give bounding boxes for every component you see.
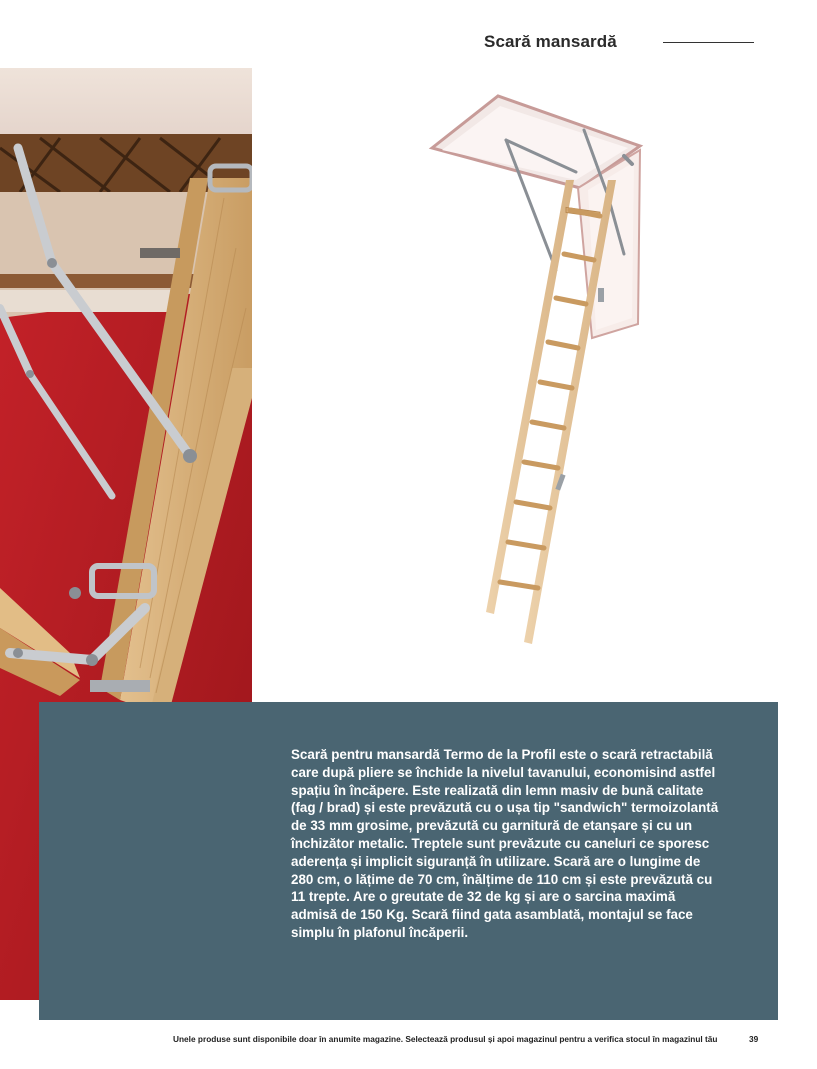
footer-availability-note: Unele produse sunt disponibile doar în anumite magazine. Selectează produsul și apoi magazinul pentru a verifica stocul în magazinul tău bbox=[173, 1034, 718, 1044]
page-title: Scară mansardă bbox=[484, 32, 617, 51]
header-divider bbox=[663, 42, 754, 43]
page-number: 39 bbox=[749, 1034, 759, 1044]
product-description: Scară pentru mansardă Termo de la Profil este o scară retractabilă care după pliere se închide la nivelul tavanului, economisind astfel spațiu în încăpere. Este realizată din lemn masiv de bună calitate (fag / brad) și este prevăzută cu o ușa tip "sandwich" termoizolantă de 33 mm grosime, prevăzută cu garnitură de etanșare și cu un închizător metalic. Treptele sunt prevăzute cu caneluri ce sporesc aderența și implicit siguranță în utilizare. Scară are o lungime de 280 cm, o lățime de 70 cm, înălțime de 110 cm și este prevăzută cu 11 trepte. Are o greutate de 32 de kg și are o sarcina maximă admisă de 150 Kg. Scară fiind gata asamblată, montajul se face simplu în plafonul încăperii. bbox=[291, 747, 719, 940]
attic-ladder-product-image bbox=[428, 92, 648, 648]
